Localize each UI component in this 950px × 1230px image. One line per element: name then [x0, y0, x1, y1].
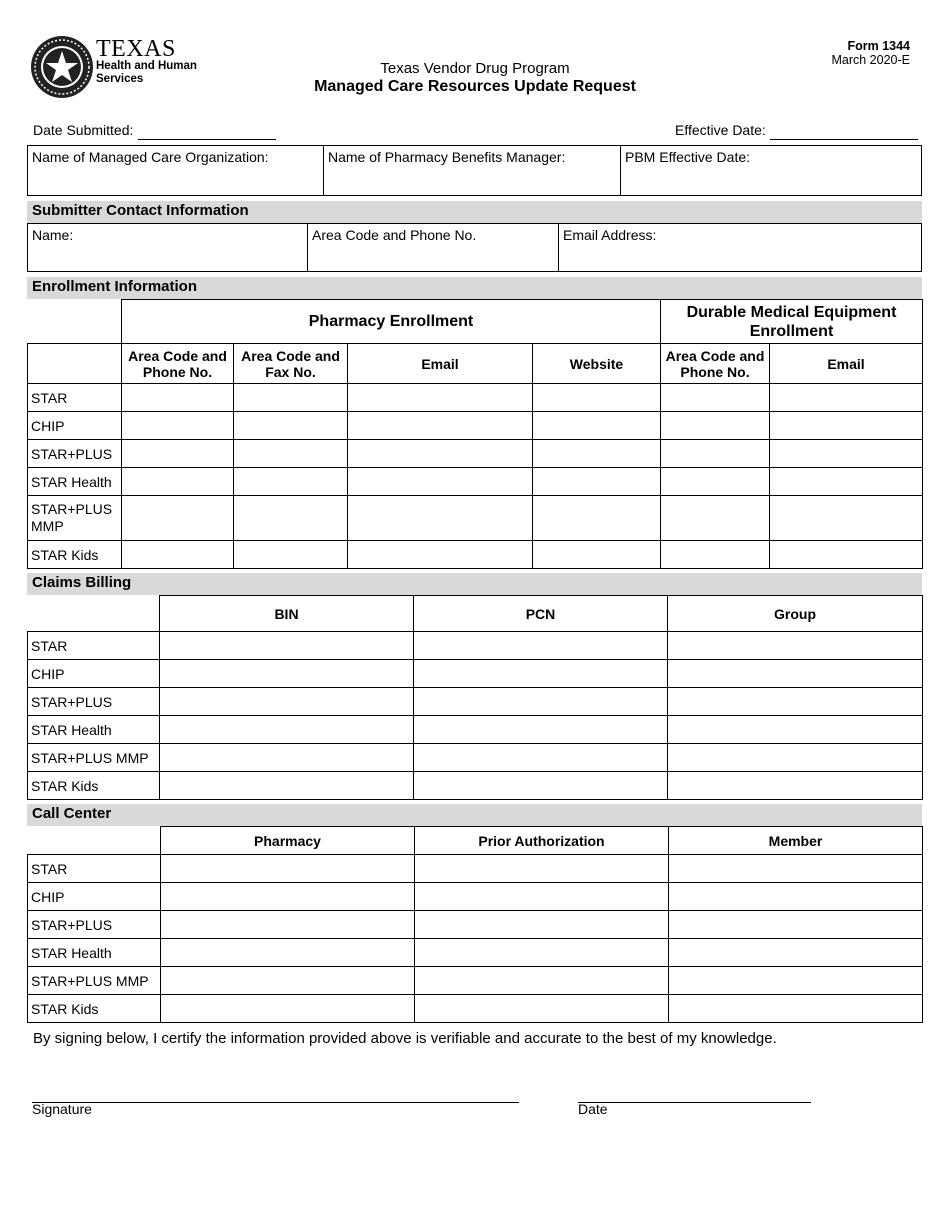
claims-table	[27, 595, 923, 800]
row-label: STAR+PLUS	[28, 911, 161, 939]
table-row	[28, 855, 923, 883]
table-row	[28, 967, 923, 995]
pbm-effective-date-label: PBM Effective Date:	[625, 149, 751, 165]
table-cell[interactable]	[160, 772, 414, 800]
logo-line1: Health and Human	[96, 60, 197, 72]
table-cell[interactable]	[415, 939, 669, 967]
row-label: STAR	[28, 632, 160, 660]
table-row	[28, 660, 923, 688]
enrollment-corner	[28, 300, 122, 344]
date-submitted-field[interactable]	[138, 123, 276, 140]
call-center-col-header: Pharmacy	[161, 827, 415, 855]
table-row	[28, 384, 923, 412]
table-cell[interactable]	[348, 412, 533, 440]
table-cell[interactable]	[161, 995, 415, 1023]
submitter-email-field[interactable]	[558, 223, 922, 272]
claims-col-header: BIN	[160, 596, 414, 632]
table-cell[interactable]	[348, 440, 533, 468]
row-label: STAR+PLUS	[28, 440, 122, 468]
table-cell[interactable]	[770, 412, 923, 440]
table-cell[interactable]	[161, 939, 415, 967]
table-row	[28, 772, 923, 800]
table-cell[interactable]	[661, 384, 770, 412]
row-label: STAR Health	[28, 468, 122, 496]
table-row	[28, 883, 923, 911]
table-cell[interactable]	[348, 496, 533, 541]
table-cell[interactable]	[533, 468, 661, 496]
table-cell[interactable]	[669, 967, 923, 995]
row-label: STAR+PLUS MMP	[28, 496, 122, 541]
table-cell[interactable]	[669, 855, 923, 883]
enrollment-table	[27, 299, 923, 569]
claims-section-heading: Claims Billing	[27, 573, 922, 595]
table-cell[interactable]	[414, 744, 668, 772]
table-cell[interactable]	[415, 995, 669, 1023]
certification-statement: By signing below, I certify the information provided above is verifiable and accurate to the best of my knowledge.	[33, 1030, 777, 1047]
enroll-col-header: Email	[770, 344, 923, 384]
pbm-effective-date-field[interactable]	[620, 145, 922, 196]
enroll-col-header: Area Code and Fax No.	[234, 344, 348, 384]
table-cell[interactable]	[122, 384, 234, 412]
row-label: CHIP	[28, 412, 122, 440]
form-number-block	[831, 39, 910, 67]
table-cell[interactable]	[161, 911, 415, 939]
table-cell[interactable]	[415, 855, 669, 883]
table-cell[interactable]	[533, 384, 661, 412]
table-cell[interactable]	[234, 468, 348, 496]
row-label: STAR Health	[28, 716, 160, 744]
call-center-table	[27, 826, 923, 1023]
claims-corner	[28, 596, 160, 632]
table-cell[interactable]	[668, 772, 923, 800]
table-cell[interactable]	[234, 541, 348, 569]
table-row	[28, 541, 923, 569]
table-row	[28, 632, 923, 660]
call-center-col-header: Prior Authorization	[415, 827, 669, 855]
table-cell[interactable]	[533, 496, 661, 541]
date-submitted-label: Date Submitted:	[33, 122, 134, 138]
table-cell[interactable]	[160, 716, 414, 744]
logo-title: TEXAS	[96, 36, 176, 62]
table-cell[interactable]	[160, 632, 414, 660]
table-cell[interactable]	[348, 468, 533, 496]
enroll-col-header: Area Code and Phone No.	[661, 344, 770, 384]
row-label: STAR+PLUS MMP	[28, 744, 160, 772]
submitter-name-field[interactable]	[27, 223, 308, 272]
call-center-col-header: Member	[669, 827, 923, 855]
table-cell[interactable]	[415, 883, 669, 911]
table-row	[28, 468, 923, 496]
mco-name-field[interactable]	[27, 145, 324, 196]
table-cell[interactable]	[415, 911, 669, 939]
row-label: STAR Kids	[28, 541, 122, 569]
signature-label: Signature	[32, 1101, 92, 1117]
form-revision-date: March 2020-E	[831, 53, 910, 67]
table-cell[interactable]	[668, 716, 923, 744]
table-cell[interactable]	[669, 995, 923, 1023]
table-row	[28, 496, 923, 541]
table-cell[interactable]	[661, 541, 770, 569]
enroll-col-header: Area Code and Phone No.	[122, 344, 234, 384]
table-cell[interactable]	[160, 688, 414, 716]
row-label: STAR Kids	[28, 995, 161, 1023]
table-cell[interactable]	[161, 883, 415, 911]
claims-col-header: PCN	[414, 596, 668, 632]
table-cell[interactable]	[770, 440, 923, 468]
table-row	[28, 995, 923, 1023]
table-cell[interactable]	[661, 468, 770, 496]
submitter-email-label: Email Address:	[563, 227, 657, 243]
submitter-section-heading: Submitter Contact Information	[27, 201, 922, 223]
table-cell[interactable]	[668, 660, 923, 688]
table-cell[interactable]	[415, 967, 669, 995]
table-cell[interactable]	[533, 541, 661, 569]
enrollment-section-heading: Enrollment Information	[27, 277, 922, 299]
row-label: STAR+PLUS	[28, 688, 160, 716]
pbm-name-field[interactable]	[323, 145, 621, 196]
signature-field[interactable]	[32, 1086, 519, 1103]
table-cell[interactable]	[661, 496, 770, 541]
pharmacy-enrollment-header: Pharmacy Enrollment	[122, 300, 661, 344]
table-cell[interactable]	[668, 688, 923, 716]
row-label: STAR Health	[28, 939, 161, 967]
row-label: STAR Kids	[28, 772, 160, 800]
table-row	[28, 939, 923, 967]
table-cell[interactable]	[770, 541, 923, 569]
table-cell[interactable]	[533, 440, 661, 468]
table-cell[interactable]	[661, 440, 770, 468]
submitter-phone-field[interactable]	[307, 223, 559, 272]
table-cell[interactable]	[414, 660, 668, 688]
table-cell[interactable]	[414, 772, 668, 800]
table-cell[interactable]	[661, 412, 770, 440]
submitter-name-label: Name:	[32, 227, 74, 243]
table-cell[interactable]	[414, 632, 668, 660]
program-name: Texas Vendor Drug Program	[380, 60, 570, 77]
dme-enrollment-header: Durable Medical Equipment Enrollment	[661, 300, 923, 344]
table-cell[interactable]	[161, 855, 415, 883]
effective-date-field[interactable]	[770, 123, 918, 140]
claims-col-header: Group	[668, 596, 923, 632]
pbm-name-label: Name of Pharmacy Benefits Manager:	[328, 149, 566, 165]
table-row	[28, 688, 923, 716]
form-title: Managed Care Resources Update Request	[314, 78, 636, 95]
table-cell[interactable]	[160, 660, 414, 688]
table-row	[28, 412, 923, 440]
call-center-corner	[28, 827, 161, 855]
mco-name-label: Name of Managed Care Organization:	[32, 149, 269, 165]
enrollment-corner-2	[28, 344, 122, 384]
table-cell[interactable]	[770, 468, 923, 496]
table-cell[interactable]	[668, 744, 923, 772]
table-cell[interactable]	[669, 883, 923, 911]
table-cell[interactable]	[122, 468, 234, 496]
table-cell[interactable]	[122, 496, 234, 541]
form-header	[0, 60, 950, 96]
table-cell[interactable]	[414, 688, 668, 716]
table-cell[interactable]	[122, 541, 234, 569]
submitter-phone-label: Area Code and Phone No.	[312, 227, 477, 243]
row-label: STAR	[28, 855, 161, 883]
table-row	[28, 911, 923, 939]
table-cell[interactable]	[533, 412, 661, 440]
table-cell[interactable]	[160, 744, 414, 772]
enroll-col-header: Website	[533, 344, 661, 384]
table-cell[interactable]	[669, 911, 923, 939]
table-cell[interactable]	[234, 384, 348, 412]
row-label: CHIP	[28, 660, 160, 688]
effective-date-label: Effective Date:	[675, 122, 766, 138]
table-cell[interactable]	[234, 496, 348, 541]
signature-date-field[interactable]	[578, 1086, 811, 1103]
logo-line2: Services	[96, 73, 144, 85]
call-center-section-heading: Call Center	[27, 804, 922, 826]
row-label: STAR+PLUS MMP	[28, 967, 161, 995]
table-cell[interactable]	[770, 496, 923, 541]
table-cell[interactable]	[161, 967, 415, 995]
table-cell[interactable]	[770, 384, 923, 412]
form-number: Form 1344	[847, 39, 910, 53]
row-label: STAR	[28, 384, 122, 412]
table-cell[interactable]	[348, 384, 533, 412]
table-row	[28, 440, 923, 468]
row-label: CHIP	[28, 883, 161, 911]
table-row	[28, 716, 923, 744]
table-cell[interactable]	[669, 939, 923, 967]
table-cell[interactable]	[122, 412, 234, 440]
table-cell[interactable]	[234, 412, 348, 440]
enroll-col-header: Email	[348, 344, 533, 384]
table-row	[28, 744, 923, 772]
signature-date-label: Date	[578, 1101, 608, 1117]
table-cell[interactable]	[234, 440, 348, 468]
table-cell[interactable]	[414, 716, 668, 744]
table-cell[interactable]	[348, 541, 533, 569]
table-cell[interactable]	[668, 632, 923, 660]
table-cell[interactable]	[122, 440, 234, 468]
